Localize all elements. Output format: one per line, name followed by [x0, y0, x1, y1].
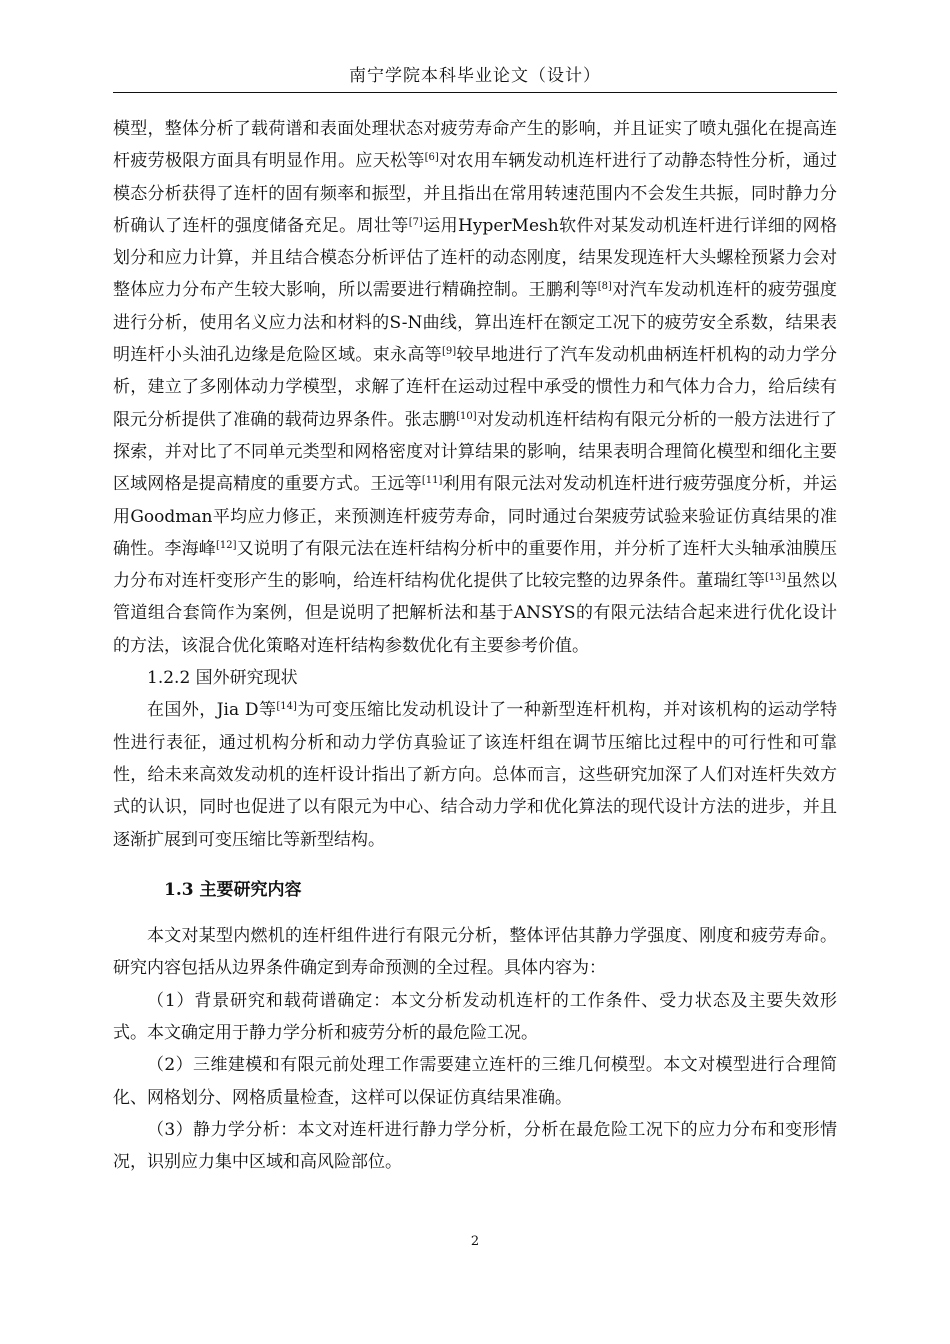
page-number: 2 — [470, 1234, 480, 1249]
paragraph-foreign-research — [113, 694, 837, 855]
citation: [7] — [408, 216, 423, 228]
citation: [12] — [215, 539, 237, 551]
text-run: 虽然以管道组合套筒作为案例，但是说明了把解析法和基于ANSYS的有限元法结合起来进行优化设计的方法，该混合优化策略对连杆结构参数优化有主要参考价值。 — [113, 571, 838, 656]
text-run: 较早地进行了汽车发动机曲柄连杆机构的动力学分析，建立了多刚体动力学模型，求解了连杆在运动过程中承受的惯性力和气体力合力，给后续有限元分析提供了准确的载荷边界条件。张志鹏 — [113, 345, 838, 430]
body-text — [113, 113, 837, 1179]
subsection-heading: 1.2.2 国外研究现状 — [147, 668, 298, 689]
running-header: 南宁学院本科毕业论文（设计） — [349, 66, 601, 86]
citation: [13] — [765, 572, 786, 584]
text-run: 又说明了有限元法在连杆结构分析中的重要作用，并分析了连杆大头轴承油膜压力分布对连杆变形产生的影响，给连杆结构优化提供了比较完整的边界条件。董瑞红等 — [113, 538, 838, 592]
text-run: 运用HyperMesh软件对某发动机连杆进行详细的网格划分和应力计算，并且结合模态分析评估了连杆的动态刚度，结果发现连杆大头螺栓预紧力会对整体应力分布产生较大影响，所以需要进行精确控制。王鹏利等 — [113, 215, 838, 301]
citation: [9] — [441, 346, 457, 358]
paragraph-domestic-research — [113, 113, 837, 662]
list-item: （1）背景研究和载荷谱确定：本文分析发动机连杆的工作条件、受力状态及主要失效形式。本文确定用于静力学分析和疲劳分析的最危险工况。 — [113, 990, 837, 1044]
list-item: （3）静力学分析：本文对连杆进行静力学分析，分析在最危险工况下的应力分布和变形情况，识别应力集中区域和高风险部位。 — [113, 1119, 837, 1173]
citation: [8] — [597, 281, 612, 293]
header-rule — [113, 92, 837, 93]
list-item: （2）三维建模和有限元前处理工作需要建立连杆的三维几何模型。本文对模型进行合理简化、网格划分、网格质量检查，这样可以保证仿真结果准确。 — [113, 1055, 837, 1108]
citation: [6] — [424, 152, 439, 164]
text-run: 对发动机连杆结构有限元分析的一般方法进行了探索，并对比了不同单元类型和网格密度对计算结果的影响，结果表明合理简化模型和细化主要区域网格是提高精度的重要方式。王远等 — [113, 409, 838, 495]
text-run: 对汽车发动机连杆的疲劳强度进行分析，使用名义应力法和材料的S-N曲线，算出连杆在额定工况下的疲劳安全系数，结果表明连杆小头油孔边缘是危险区域。束永高等 — [113, 280, 838, 366]
text-run: 利用有限元法对发动机连杆进行疲劳强度分析，并运用Goodman平均应力修正，来预测连杆疲劳寿命，同时通过台架疲劳试验来验证仿真结果的准确性。李海峰 — [113, 474, 838, 559]
section-heading: 1.3 主要研究内容 — [164, 879, 302, 900]
paragraph-research-content: 本文对某型内燃机的连杆组件进行有限元分析，整体评估其静力学强度、刚度和疲劳寿命。研究内容包括从边界条件确定到寿命预测的全过程。具体内容为： — [113, 926, 837, 979]
citation: [11] — [421, 475, 443, 487]
text-run: 在国外，Jia D等 — [147, 700, 277, 721]
text-run: 为可变压缩比发动机设计了一种新型连杆机构，并对该机构的运动学特性进行表征，通过机构分析和动力学仿真验证了该连杆组在调节压缩比过程中的可行性和可靠性，给未来高效发动机的连杆设计指出了新方向。总体而言，这些研究加深了人们对连杆失效方式的认识，同时也促进了以有限元为中心、结合动力学和优化算法的现代设计方法的进步，并且逐渐扩展到可变压缩比等新型结构。 — [113, 700, 838, 850]
text-run: 对农用车辆发动机连杆进行了动静态特性分析，通过模态分析获得了连杆的固有频率和振型，并且指出在常用转速范围内不会发生共振，同时静力分析确认了连杆的强度储备充足。周壮等 — [113, 151, 838, 236]
citation: [10] — [456, 410, 477, 422]
text-run: 模型，整体分析了载荷谱和表面处理状态对疲劳寿命产生的影响，并且证实了喷丸强化在提高连杆疲劳极限方面具有明显作用。应天松等 — [113, 119, 837, 172]
citation: [14] — [276, 701, 297, 713]
